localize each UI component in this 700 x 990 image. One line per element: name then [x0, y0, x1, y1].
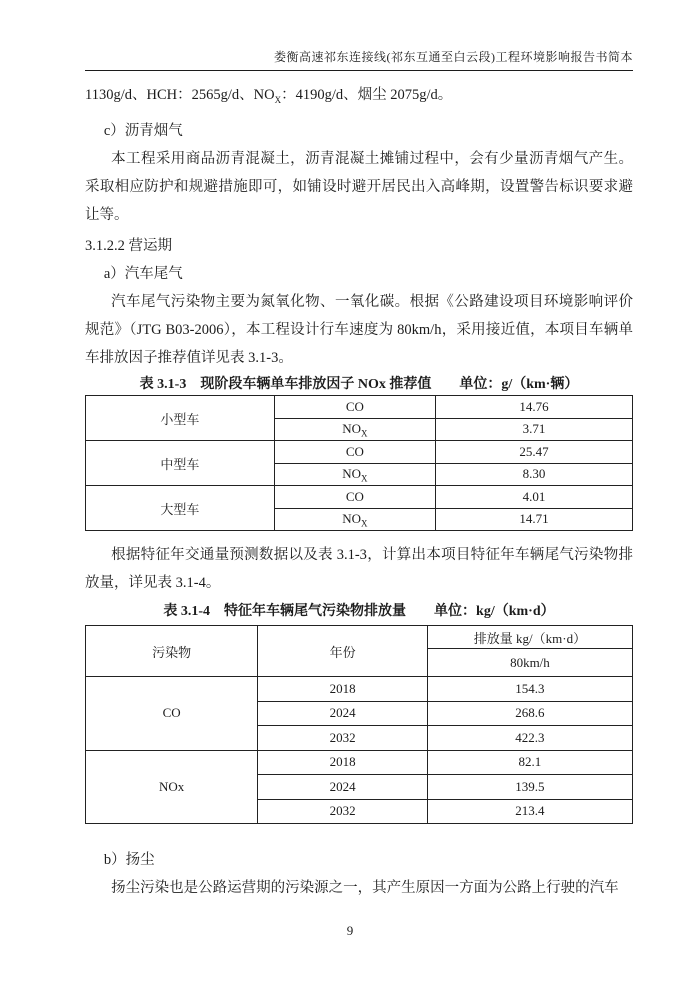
table-row: [86, 441, 633, 464]
value-cell: 3.71: [436, 418, 633, 441]
pollutant-cell: [274, 463, 435, 486]
pollutant-subscript: X: [361, 473, 368, 484]
pollutant-cell: [274, 418, 435, 441]
vehicle-type-cell: 小型车: [86, 396, 275, 441]
value-cell: 14.76: [436, 396, 633, 419]
year-cell: 2032: [258, 799, 428, 824]
table-3-1-4-caption-title: 特征年车辆尾气污染物排放量: [224, 604, 407, 619]
year-cell: 2024: [258, 701, 428, 726]
pollutant-name: NO: [342, 511, 362, 527]
year-cell: 2024: [258, 775, 428, 800]
pollutant-group-cell: CO: [86, 677, 258, 751]
value-cell: 14.71: [436, 508, 633, 531]
pollutant-group-cell: NOx: [86, 750, 258, 824]
table-3-1-3-caption-label: 表 3.1-3: [139, 377, 187, 392]
nox-subscript: X: [274, 94, 282, 105]
value-cell: 8.30: [436, 463, 633, 486]
value-cell: 4.01: [436, 486, 633, 509]
pollutant-subscript: X: [361, 428, 368, 439]
table-row: [86, 396, 633, 419]
year-cell: 2018: [258, 677, 428, 702]
table-3-1-4-caption: [85, 602, 633, 622]
value-cell: 422.3: [427, 726, 632, 751]
paragraph-vehicle-exhaust: 汽车尾气污染物主要为氮氧化物、一氧化碳。根据《公路建设项目环境影响评价规范》（JTG B03-2006），本工程设计行车速度为 80km/h，采用接近值，本项目车辆单车排放因子推荐值详见表 3.1-3。: [85, 294, 633, 366]
year-cell: 2032: [258, 726, 428, 751]
pollutant-cell: [274, 396, 435, 419]
emission-rates-text-2: ：4190g/d、烟尘 2075g/d。: [281, 87, 453, 103]
paragraph-asphalt-fume: 本工程采用商品沥青混凝土，沥青混凝土摊铺过程中，会有少量沥青烟气产生。采取相应防护和规避措施即可，如铺设时避开居民出入高峰期，设置警告标识要求避让等。: [85, 151, 633, 223]
table-3-1-3-caption: [85, 375, 633, 395]
table-3-1-4: [85, 625, 633, 824]
table-3-1-4-caption-unit: 单位：kg/（km·d）: [434, 604, 555, 619]
vehicle-type-cell: 中型车: [86, 441, 275, 486]
pollutant-name: NO: [342, 421, 362, 437]
heading-c-asphalt-fume: c）沥青烟气: [103, 123, 183, 139]
heading-a-vehicle-exhaust: a）汽车尾气: [103, 266, 183, 282]
value-cell: 154.3: [427, 677, 632, 702]
table-3-1-3-caption-unit: 单位：g/（km·辆）: [459, 377, 579, 392]
paragraph-dust: 扬尘污染也是公路运营期的污染源之一，其产生原因一方面为公路上行驶的汽车: [111, 880, 619, 896]
value-cell: 268.6: [427, 701, 632, 726]
value-cell: 25.47: [436, 441, 633, 464]
value-cell: 82.1: [427, 750, 632, 775]
page-number: 9: [346, 923, 354, 938]
pollutant-name: CO: [345, 488, 364, 504]
table-row: [86, 486, 633, 509]
emission-rates-text-1: 1130g/d、HCH：2565g/d、NO: [85, 87, 275, 103]
table-row: [86, 750, 633, 775]
table-header-row: [86, 626, 633, 649]
table-3-1-3: [85, 395, 633, 531]
table-3-1-4-caption-label: 表 3.1-4: [163, 604, 211, 619]
pollutant-cell: [274, 486, 435, 509]
paragraph-characteristic-year: 根据特征年交通量预测数据以及表 3.1-3，计算出本项目特征年车辆尾气污染物排放量，详见表 3.1-4。: [85, 547, 633, 591]
running-header: 娄衡高速祁东连接线(祁东互通至白云段)工程环境影响报告书简本: [85, 50, 633, 71]
table-row: [86, 677, 633, 702]
pollutant-name: CO: [345, 443, 364, 459]
year-cell: 2018: [258, 750, 428, 775]
value-cell: 139.5: [427, 775, 632, 800]
paragraph-emission-rates: [85, 81, 633, 109]
vehicle-type-cell: 大型车: [86, 486, 275, 531]
heading-b-dust: b）扬尘: [103, 852, 155, 868]
pollutant-cell: [274, 508, 435, 531]
value-cell: 213.4: [427, 799, 632, 824]
table-3-1-3-caption-title: 现阶段车辆单车排放因子 NOx 推荐值: [200, 377, 432, 392]
header-speed-cell: 80km/h: [427, 649, 632, 677]
header-emission-cell: 排放量 kg/（km·d）: [427, 626, 632, 649]
heading-operation-period: 3.1.2.2 营运期: [85, 238, 172, 254]
pollutant-name: CO: [345, 398, 364, 414]
pollutant-subscript: X: [361, 518, 368, 529]
pollutant-name: NO: [342, 466, 362, 482]
header-pollutant-cell: 污染物: [86, 626, 258, 677]
header-year-cell: 年份: [258, 626, 428, 677]
pollutant-cell: [274, 441, 435, 464]
